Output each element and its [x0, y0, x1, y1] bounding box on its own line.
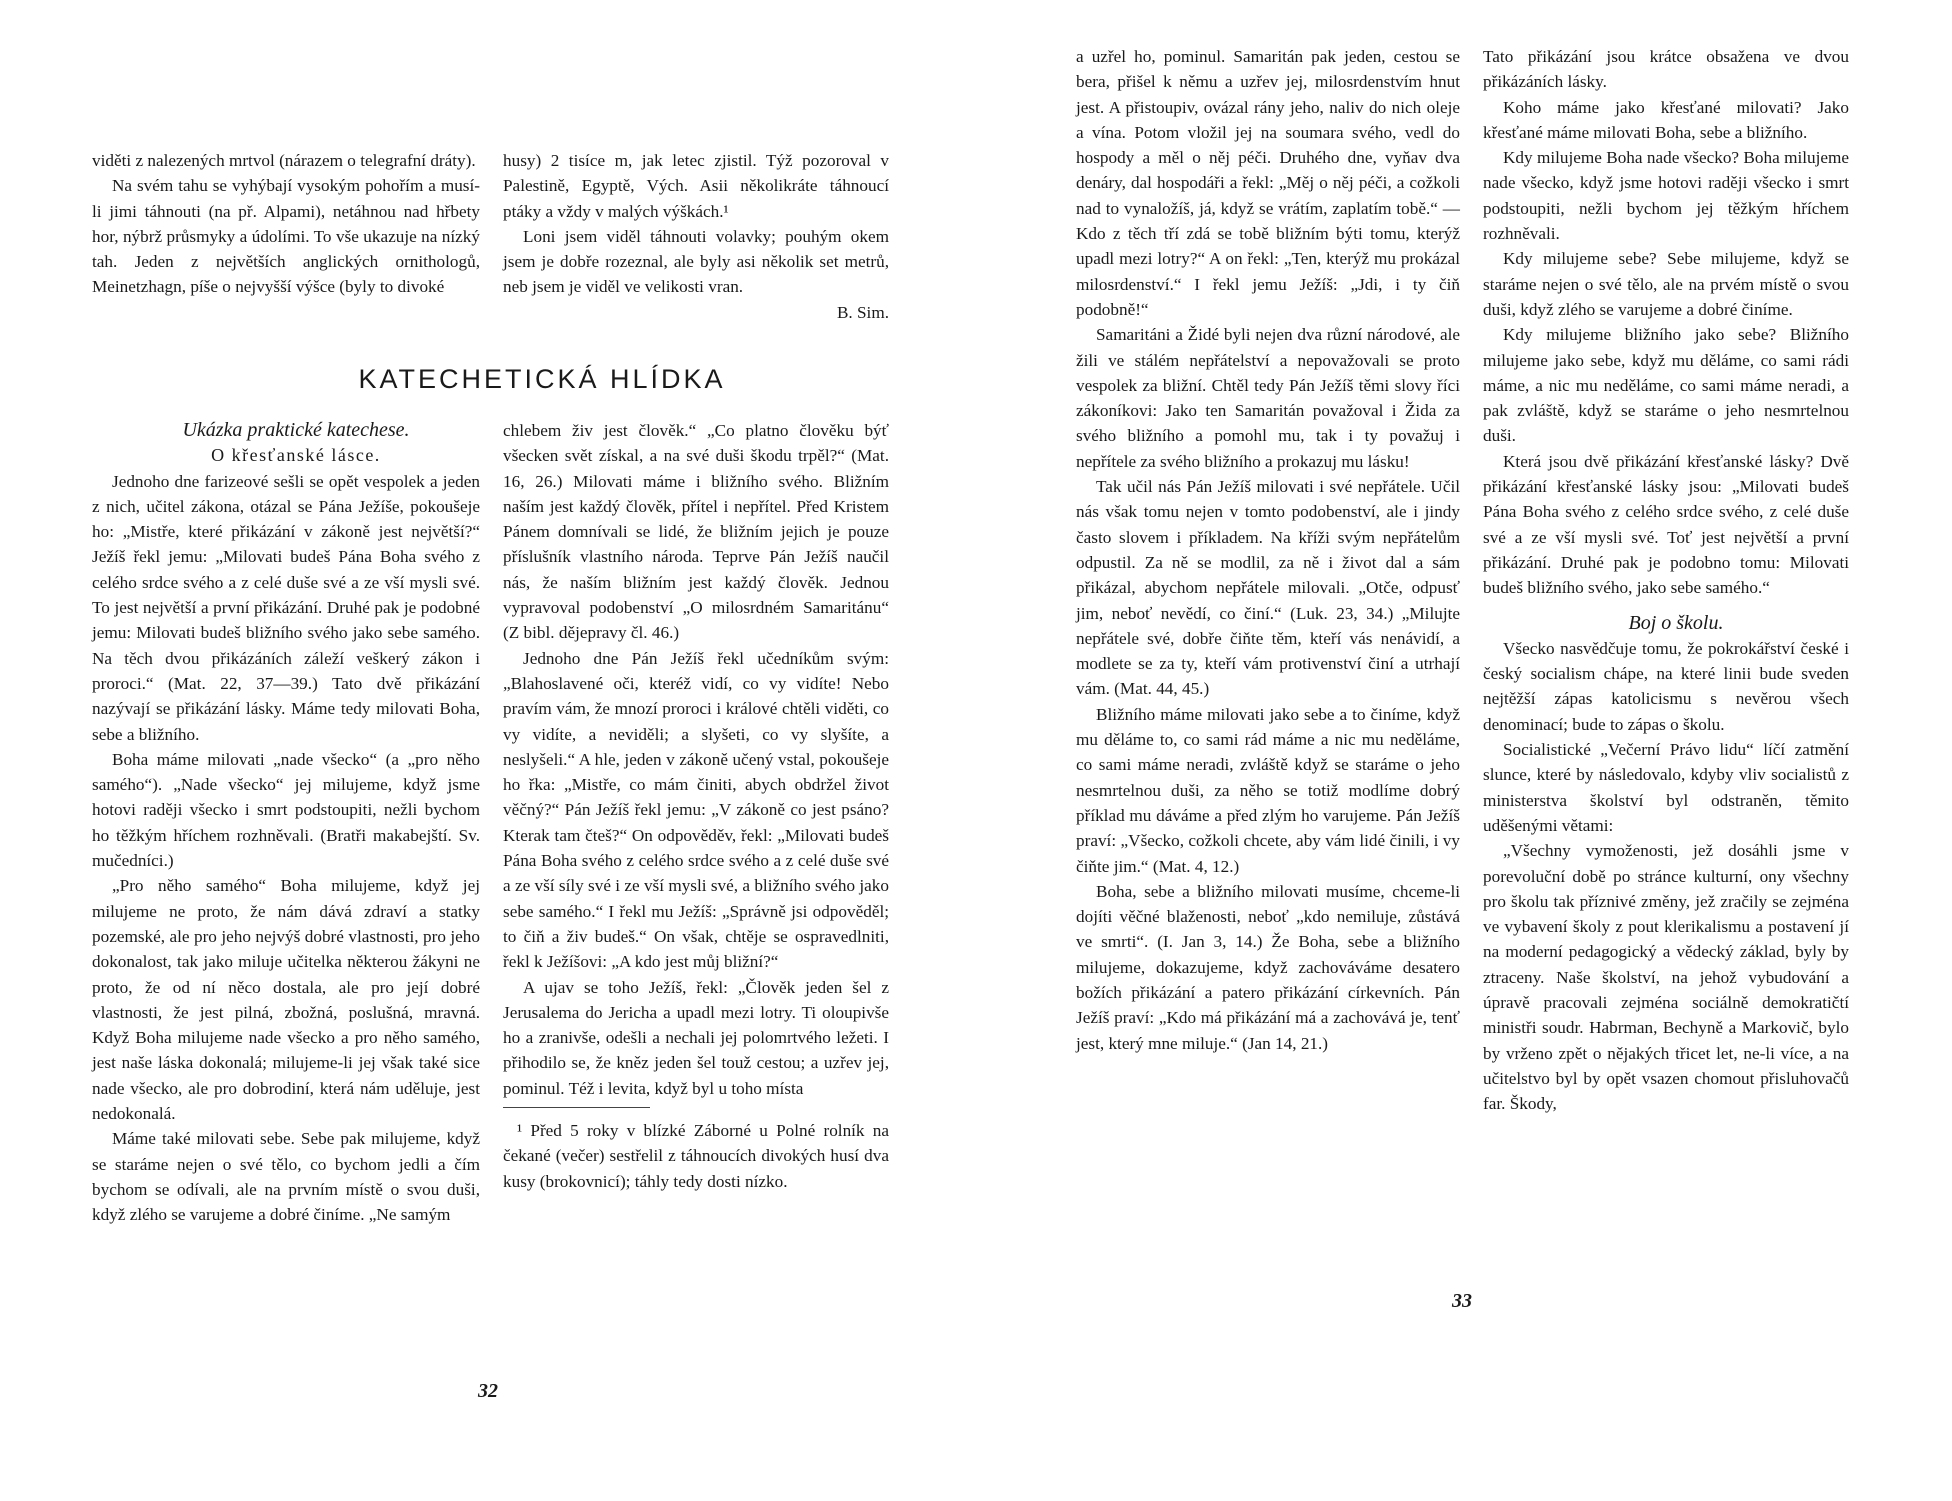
section-masthead: KATECHETICKÁ HLÍDKA — [358, 364, 726, 394]
paragraph: Na svém tahu se vyhýbají vysokým pohořím a musí-li jimi táhnouti (na př. Alpami), netáhnou nad hřbety hor, nýbrž průsmyky a údolími. To vše ukazuje na nízký tah. Jeden z největších anglických ornithologů, Meinetzhagn, píše o nejvyšší výšce (byly to divoké — [92, 176, 480, 297]
article-subtitle: O křesťanské lásce. — [211, 445, 381, 466]
author-signature: B. Sim. — [836, 302, 889, 322]
paragraph: Všecko nasvědčuje tomu, že pokrokářství české i český socialism chápe, na které linii bude sveden nejtěžší zápas katolicismu s nevěrou všech denominací; bude to zápas o školu. — [1483, 638, 1849, 734]
paragraph: Boha, sebe a bližního milovati musíme, chceme-li dojíti věčné blaženosti, neboť „kdo nemiluje, zůstává ve smrti“. (I. Jan 3, 14.) Že Boha, sebe a bližního milujeme, dokazujeme, když zachováváme desatero božích přikázání a patero přikázání církevních. Pán Ježíš praví: „Kdo má přikázání má a zachovává je, tenť jest, který mne miluje.“ (Jan 14, 21.) — [1076, 881, 1460, 1053]
article-title: Ukázka praktické katechese. — [182, 419, 410, 441]
paragraph: Samaritáni a Židé byli nejen dva různí národové, ale žili ve stálém nepřátelství a nepovažovali se proto vespolek za bližní. Chtěl tedy Pán Ježíš těmi slovy říci zákoníkovi: Jako ten Samaritán považoval i Žida za svého bližního a pomohl mu, tak i ty považuj i nepřítele za svého bližního a prokazuj mu lásku! — [1076, 325, 1460, 471]
right-col2 — [1483, 44, 1849, 1116]
paragraph: A ujav se toho Ježíš, řekl: „Člověk jeden šel z Jerusalema do Jericha a upadl mezi lotry. Ti oloupivše ho a zranivše, odešli a nechali jej polomrtvého ležeti. I přihodilo se, že kněz jeden šel touž cestou; a uzřev jej, pominul. Též i levita, když byl u toho místa — [503, 977, 889, 1098]
page-number: 33 — [1452, 1290, 1472, 1312]
paragraph: Kdy milujeme sebe? Sebe milujeme, když se staráme nejen o své tělo, ale na prvém místě o svou duši, když zlého se varujeme a dobré činíme. — [1483, 249, 1849, 319]
paragraph: viděti z nalezených mrtvol (nárazem o telegrafní dráty). — [92, 151, 476, 170]
paragraph: Bližního máme milovati jako sebe a to činíme, když mu děláme to, co sami rád máme a nic mu neděláme, co sami máme neradi, zvláště když se staráme o jeho nesmrtelnou duši, za něho se totiž modlíme dobrý příklad mu dáváme a před zlým ho varujeme. Pán Ježíš praví: „Všecko, cožkoli chcete, aby vám lidé činili, i vy čiňte jim.“ (Mat. 4, 12.) — [1076, 704, 1460, 876]
paragraph: Tak učil nás Pán Ježíš milovati i své nepřátele. Učil nás však tomu nejen v tomto podobenství, ale i jindy často slovem i příkladem. Na kříži svým nepřátelům odpustil. Za ně se modlil, za ně i život dal a sám přikázal, abychom nepřátele milovali. „Otče, odpusť jim, neboť nevědí, co činí.“ (Luk. 23, 34.) „Milujte nepřátele své, dobře čiňte těm, kteří vás nenávidí, a modlete se za ty, kteří vám protivenství činí a utrhají vám. (Mat. 44, 45.) — [1076, 477, 1460, 699]
paragraph: Kdy milujeme bližního jako sebe? Bližního milujeme jako sebe, když mu děláme, co sami rádi máme, a nic mu neděláme, co sami máme neradi, a pak zvláště, když se staráme o jeho nesmrtelnou duši. — [1483, 325, 1849, 446]
footnote-text: ¹ Před 5 roky v blízké Záborné u Polné rolník na čekané (večer) sestřelil z táhnoucích divokých husí dva kusy (brokovnicí); táhly tedy dosti nízko. — [503, 1121, 889, 1191]
paragraph: Kdy milujeme Boha nade všecko? Boha milujeme nade všecko, když jsme hotovi raději všecko i smrt podstoupiti, nežli bychom jej těžkým hříchem rozhněvali. — [1483, 148, 1849, 244]
paragraph: Máme také milovati sebe. Sebe pak milujeme, když se staráme nejen o své tělo, co bychom jedli a čím bychom se odívali, ale na prvním místě o svou duši, když zlého se varujeme a dobré činíme. „Ne samým — [92, 1129, 480, 1225]
paragraph: Která jsou dvě přikázání křesťanské lásky? Dvě přikázání křesťanské lásky jsou: „Milovati budeš Pána Boha svého z celého srdce svého, z celé duše své a ze vší mysli své. Toť jest největší a první přikázání. Druhé pak je podobno tomu: Milovati budeš bližního svého, jako sebe samého.“ — [1483, 451, 1849, 598]
right-col1 — [1076, 44, 1460, 1056]
paragraph: Jednoho dne farizeové sešli se opět vespolek a jeden z nich, učitel zákona, otázal se Pána Ježíše, pokoušeje ho: „Mistře, které přikázání v zákoně jest největší?“ Ježíš řekl jemu: „Milovati budeš Pána Boha svého z celého srdce svého a z celé duše své a ze vší mysli své. To jest největší a první přikázání. Druhé pak je podobné jemu: Milovati budeš bližního svého jako sebe samého. Na těch dvou přikázáních záleží veškerý zákon i proroci.“ (Mat. 22, 37—39.) Tato dvě přikázání nazývají se přikázání lásky. Máme tedy milovati Boha, sebe a bližního. — [92, 471, 480, 744]
paragraph: a uzřel ho, pominul. Samaritán pak jeden, cestou se bera, přišel k němu a uzřev jej, milosrdenstvím hnut jest. A přistoupiv, ovázal rány jeho, naliv do nich oleje a vína. Potom vložil jej na soumara svého, vedl do hospody a měl o něj péči. Druhého dne, vyňav dva denáry, dal hospodáři a řekl: „Měj o něj péči, a cožkoli nad to vynaložíš, já, když se vrátím, zaplatím tobě.“ — Kdo z těch tří zdá se tobě bližním býti tomu, kterýž upadl mezi lotry?“ A on řekl: „Ten, kterýž mu prokázal milosrdenství.“ I řekl jemu Ježíš: „Jdi, i ty čiň podobně!“ — [1076, 47, 1460, 319]
left-col2-top — [503, 148, 889, 325]
paragraph: Tato přikázání jsou krátce obsažena ve dvou přikázáních lásky. — [1483, 47, 1849, 92]
paragraph: „Pro něho samého“ Boha milujeme, když jej milujeme ne proto, že nám dává zdraví a statky pozemské, ale pro jeho nejvýš dobré vlastnosti, pro jeho dokonalost, tak jako miluje učitelka některou žákyni ne proto, že od ní něco dostala, ale pro její dobré vlastnosti, že jest pilná, zbožná, poslušná, mravná. Když Boha milujeme nade všecko a pro něho samého, jest naše láska dokonalá; milujeme-li jej však také sice nade všecko, ale pro dobrodiní, která nám uděluje, jest nedokonalá. — [92, 876, 480, 1124]
paragraph: Socialistické „Večerní Právo lidu“ líčí zatmění slunce, které by následovalo, kdyby vliv socialistů z ministerstva školství byl odstraněn, těmito uděšenými větami: — [1483, 740, 1849, 835]
left-col1-top — [92, 148, 480, 300]
paragraph: chlebem živ jest člověk.“ „Co platno člověku býť všecken svět získal, a na své duši škodu trpěl?“ (Mat. 16, 26.) Milovati máme i bližního svého. Bližním naším jest každý člověk, přítel i nepřítel. Před Kristem Pánem domnívali se lidé, že bližním jejich je pouze příslušník vlastního národa. Teprve Pán Ježíš naučil nás, že naším bližním jest každý člověk. Jednou vypravoval podobenství „O milosrdném Samaritánu“ (Z bibl. dějepravy čl. 46.) — [503, 421, 889, 643]
footnote — [503, 1118, 889, 1194]
left-col2-article — [503, 418, 889, 1194]
paragraph: Boha máme milovati „nade všecko“ (a „pro něho samého“). „Nade všecko“ jej milujeme, když jsme hotovi raději všecko i smrt podstoupiti, nežli bychom ho těžkým hříchem rozhněvali. (Bratři makabejští. Sv. mučedníci.) — [92, 749, 480, 871]
footnote-rule — [503, 1107, 650, 1108]
paragraph: Koho máme jako křesťané milovati? Jako křesťané máme milovati Boha, sebe a bližního. — [1483, 97, 1849, 142]
left-col1-article — [92, 418, 480, 1228]
paragraph: Loni jsem viděl táhnouti volavky; pouhým okem jsem je dobře rozeznal, ale byly asi několik set metrů, neb jsem je viděl ve velikosti vran. — [503, 226, 889, 297]
article-title: Boj o školu. — [1628, 611, 1724, 634]
page-number: 32 — [478, 1380, 498, 1402]
paragraph: husy) 2 tisíce m, jak letec zjistil. Týž pozoroval v Palestině, Egyptě, Vých. Asii několikráte táhnoucí ptáky a vždy v malých výškách.¹ — [503, 151, 889, 221]
paragraph: Jednoho dne Pán Ježíš řekl učedníkům svým: „Blahoslavené oči, kteréž vidí, co vy vidíte! Nebo pravím vám, že mnozí proroci i králové chtěli viděti, co vy vidíte, a neviděli; a slyšeti, co vy slyšíte, a neslyšeli.“ A hle, jeden v zákoně učený vstal, pokoušeje ho řka: „Mistře, co mám činiti, abych obdržel život věčný?“ Pán Ježíš řekl jemu: „V zákoně co jest psáno? Kterak tam čteš?“ On odpověděv, řekl: „Milovati budeš Pána Boha svého z celého srdce svého a z celé duše své a ze vší síly své i ze vší mysli své, a bližního svého jako sebe samého.“ I řekl mu Ježíš: „Správně jsi odpověděl; to čiň a živ budeš.“ On však, chtěje se ospravedlniti, řekl k Ježíšovi: „A kdo jest můj bližní?“ — [503, 648, 889, 972]
page-right — [976, 0, 1952, 1501]
paragraph: „Všechny vymoženosti, jež dosáhli jsme v porevoluční době po stránce kulturní, ony všechny pro školu tak příznivé změny, jež zračily se zejména ve vybavení školy z pout klerikalismu a postavení jí na moderní pedagogický a vědecký základ, byly by ztraceny. Naše školství, na jehož vybudování a úpravě pracovali zejména sociálně demokratičtí ministři soudr. Habrman, Bechyně a Markovič, bylo by vrženo zpět o nějakých třicet let, ne-li více, a na učitelstvo byl by opět vsazen chomout přisluhovačů far. Škody, — [1483, 841, 1849, 1114]
